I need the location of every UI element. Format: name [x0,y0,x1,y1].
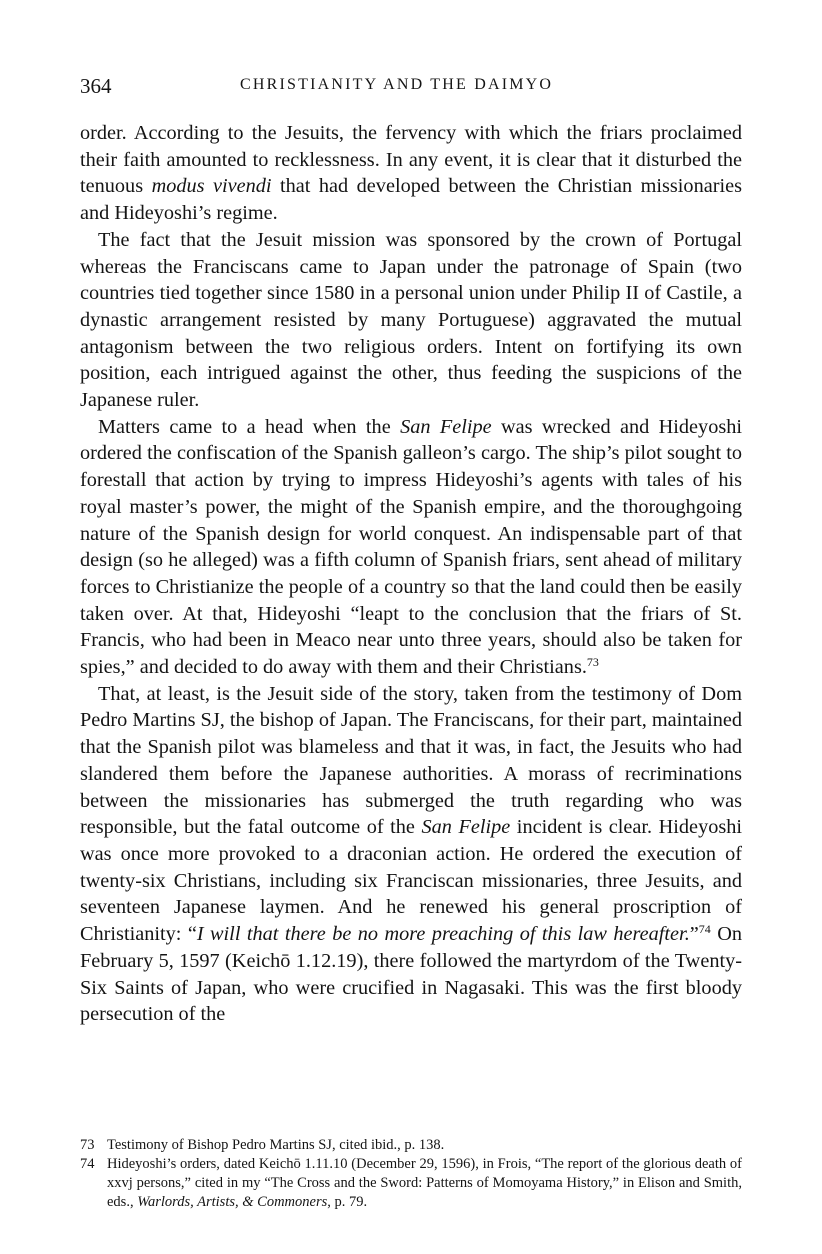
text-run: Matters came to a head when the [98,415,401,438]
page-header [80,74,742,100]
text-run: That, at least, is the Jesuit side of the story, taken from the testimony of Dom Pedro Martins SJ, the bishop of Japan. The Franciscans, for their part, maintained that the Spanish pilot was blameless and that it was, in fact, the Jesuits who had slandered them before the Japanese authorities. A morass of recriminations between the missionaries has submerged the truth regarding who was responsible, but the fatal outcome of the [80,682,743,839]
text-run: order. According to the Jesuits, the fervency with which the friars proclaimed their faith amounted to recklessness. In any event, it is clear that it disturbed the tenuous [80,122,742,198]
italic-text: San Felipe [400,415,492,438]
italic-text: Warlords, Artists, & Commoners [137,1194,328,1210]
italic-text: I will that there be no more preaching of this law hereafter. [196,923,690,946]
footnote-ref: 73 [586,655,599,670]
footnotes [80,1136,742,1212]
text-run: Hideyoshi’s orders, dated Keichō 1.11.10 (December 29, 1596), in Frois, “The report of the glorious death of xxvj persons,” cited in my “The Cross and the Sword: Patterns of Momoyama History,” in Elison and Smith, eds., [107,1156,742,1210]
text-run: On February 5, 1597 (Keichō 1.12.19), there followed the martyrdom of the Twenty-Six Saints of Japan, who were crucified in Nagasaki. This was the first bloody persecution of the [80,923,743,1026]
paragraph [80,681,742,1028]
italic-text: San Felipe [421,816,511,839]
text-run: that had developed between the Christian missionaries and Hideyoshi’s regime. [80,175,742,225]
running-head: CHRISTIANITY AND THE DAIMYO [240,76,554,93]
footnote-text [107,1156,742,1210]
page-number: 364 [80,74,112,98]
footnote-number: 73 [80,1137,95,1153]
footnote-ref: 74 [698,922,711,937]
text-run: ” [689,923,699,946]
text-run: Testimony of Bishop Pedro Martins SJ, cited ibid., p. 138. [107,1137,445,1153]
footnote-text [107,1137,444,1153]
text-run: was wrecked and Hideyoshi ordered the confiscation of the Spanish galleon’s cargo. The ship’s pilot sought to forestall that action by trying to impress Hideyoshi’s agents with tales of his royal master’s power, the might of the Spanish empire, and the thoroughgoing nature of the Spanish design for world conquest. An indispensable part of that design (so he alleged) was a fifth column of Spanish friars, sent ahead of military forces to Christianize the people of a country so that the land could then be easily taken over. At that, Hideyoshi “leapt to the conclusion that the friars of St. Francis, who had been in Meaco near unto three years, should also be taken for spies,” and decided to do away with them and their Christians. [80,415,742,679]
body-text [80,120,742,1028]
text-run: incident is clear. Hideyoshi was once more provoked to a draconian action. He ordered the execution of twenty-six Christians, including six Franciscan missionaries, three Jesuits, and seventeen Japanese laymen. And he renewed his general proscription of Christianity: “ [80,816,743,946]
paragraph [80,227,742,414]
text-run: , p. 79. [327,1194,368,1210]
footnote [80,1136,742,1155]
paragraph [80,414,742,681]
paragraph [80,120,742,227]
footnote-number: 74 [80,1156,95,1172]
footnote [80,1155,742,1212]
italic-text: modus vivendi [151,175,272,198]
text-run: The fact that the Jesuit mission was sponsored by the crown of Portugal whereas the Franciscans came to Japan under the patronage of Spain (two countries tied together since 1580 in a personal union under Philip II of Castile, a dynastic arrangement resisted by many Portuguese) aggravated the mutual antagonism between the two religious orders. Intent on fortifying its own position, each intrigued against the other, thus feeding the suspicions of the Japanese ruler. [80,228,742,412]
